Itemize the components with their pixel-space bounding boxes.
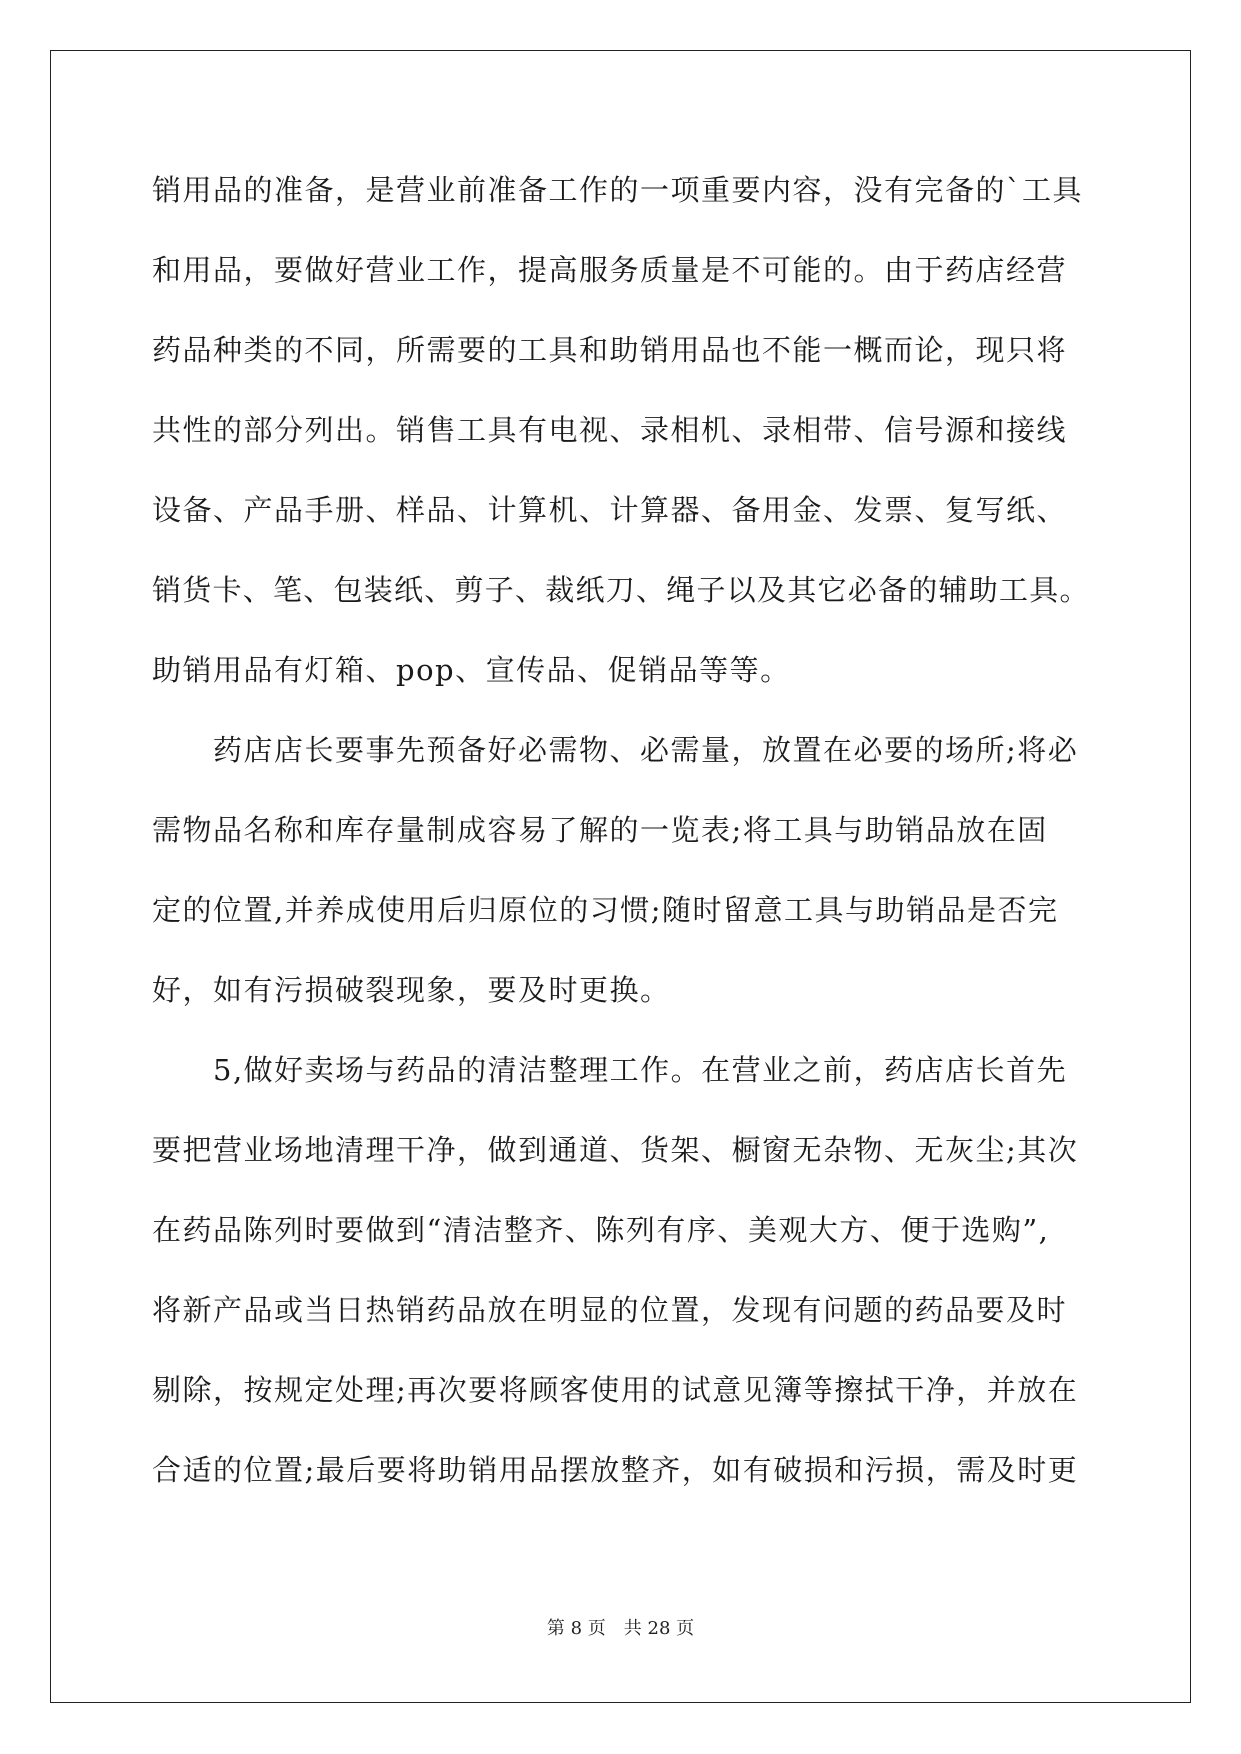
page-number-footer: 第 8 页 共 28 页 [546,1618,695,1639]
text-line: 5,做好卖场与药品的清洁整理工作。在营业之前，药店店长首先 [152,1053,1068,1087]
text-line: 剔除，按规定处理;再次要将顾客使用的试意见簿等擦拭干净，并放在 [152,1373,1079,1407]
text-line: 销用品的准备，是营业前准备工作的一项重要内容，没有完备的`工具 [152,173,1084,207]
text-line: 共性的部分列出。销售工具有电视、录相机、录相带、信号源和接线 [152,413,1068,447]
text-line: 药店店长要事先预备好必需物、必需量，放置在必要的场所;将必 [152,733,1079,767]
text-line: 定的位置,并养成使用后归原位的习惯;随时留意工具与助销品是否完 [152,893,1059,927]
text-line: 助销用品有灯箱、pop、宣传品、促销品等等。 [152,653,791,687]
document-body [152,162,1092,1522]
text-line: 药品种类的不同，所需要的工具和助销用品也不能一概而论，现只将 [152,333,1068,367]
text-line: 销货卡、笔、包装纸、剪子、裁纸刀、绳子以及其它必备的辅助工具。 [152,573,1090,607]
text-line: 和用品，要做好营业工作，提高服务质量是不可能的。由于药店经营 [152,253,1068,287]
text-line: 合适的位置;最后要将助销用品摆放整齐，如有破损和污损，需及时更 [152,1453,1079,1487]
text-line: 将新产品或当日热销药品放在明显的位置，发现有问题的药品要及时 [152,1293,1068,1327]
text-line: 要把营业场地清理干净，做到通道、货架、橱窗无杂物、无灰尘;其次 [152,1133,1079,1167]
text-line: 设备、产品手册、样品、计算机、计算器、备用金、发票、复写纸、 [152,493,1068,527]
text-line: 好，如有污损破裂现象，要及时更换。 [152,973,671,1007]
text-line: 在药品陈列时要做到“清洁整齐、陈列有序、美观大方、便于选购”, [152,1213,1050,1247]
text-line: 需物品名称和库存量制成容易了解的一览表;将工具与助销品放在固 [152,813,1048,847]
